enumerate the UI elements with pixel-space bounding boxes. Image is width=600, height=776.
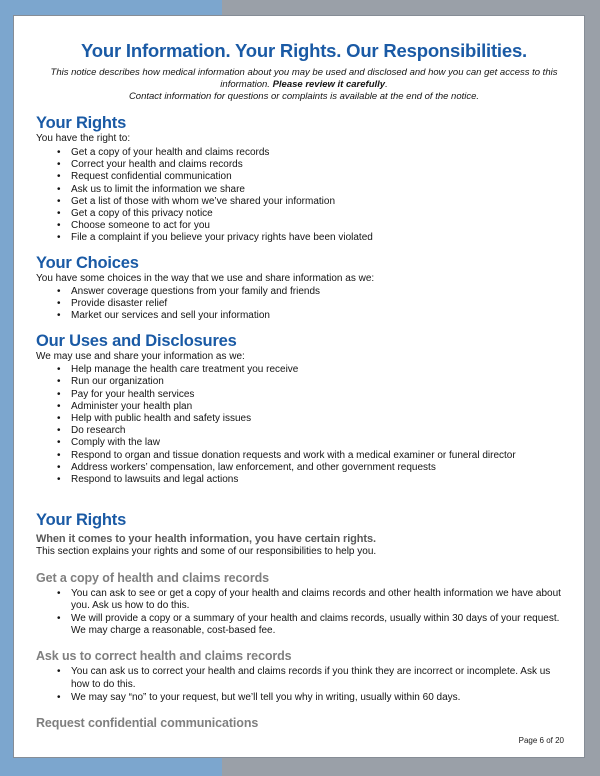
bullet-item: • Market our services and sell your information bbox=[36, 310, 572, 322]
bullet-item: • Help manage the health care treatment you receive bbox=[36, 364, 572, 376]
intro-line2-bold: Please review it carefully bbox=[272, 78, 386, 90]
page-number: Page 6 of 20 bbox=[518, 736, 564, 745]
bullet-item: • We may say “no” to your request, but we’ll tell you why in writing, usually within 60 days. bbox=[36, 692, 572, 704]
section-lead: We may use and share your information as we: bbox=[36, 350, 245, 362]
intro-line2-post: . bbox=[385, 78, 388, 90]
bullet-item: • Help with public health and safety issues bbox=[36, 413, 572, 425]
bullet-list bbox=[36, 666, 572, 704]
bullet-item: • Get a list of those with whom we’ve shared your information bbox=[36, 196, 572, 208]
section-heading: Your Choices bbox=[36, 253, 139, 272]
intro-line1: This notice describes how medical information about you may be used and disclosed and how you can get access to this bbox=[50, 67, 558, 78]
bullet-list bbox=[36, 147, 572, 245]
bullet-list bbox=[36, 364, 572, 486]
bullet-item: • Respond to organ and tissue donation requests and work with a medical examiner or funeral director bbox=[36, 450, 572, 462]
subsection-title: Ask us to correct health and claims records bbox=[36, 649, 292, 664]
bullet-item: • Get a copy of this privacy notice bbox=[36, 208, 572, 220]
bullet-item: • Correct your health and claims records bbox=[36, 159, 572, 171]
subsection-title: Get a copy of health and claims records bbox=[36, 570, 269, 585]
bullet-item: • File a complaint if you believe your privacy rights have been violated bbox=[36, 232, 572, 244]
bullet-item: • Run our organization bbox=[36, 376, 572, 388]
bullet-item: • Request confidential communication bbox=[36, 171, 572, 183]
bullet-item: • Do research bbox=[36, 425, 572, 437]
section-lead: You have the right to: bbox=[36, 133, 131, 145]
section-heading: Your Rights bbox=[36, 511, 127, 530]
section-lead: This section explains your rights and some of our responsibilities to help you. bbox=[36, 546, 377, 558]
section-heading: Your Rights bbox=[36, 114, 127, 133]
bullet-item: • You can ask us to correct your health and claims records if you think they are incorrect or incomplete. Ask us how to do this. bbox=[36, 666, 572, 690]
bullet-item: • Choose someone to act for you bbox=[36, 220, 572, 232]
bullet-item: • Ask us to limit the information we share bbox=[36, 184, 572, 196]
bullet-item: • Comply with the law bbox=[36, 437, 572, 449]
bullet-item: • You can ask to see or get a copy of your health and claims records and other health information we have about you. Ask us how to do this. bbox=[36, 588, 572, 612]
intro-line3: Contact information for questions or complaints is available at the end of the notice. bbox=[128, 90, 480, 102]
summary-sections bbox=[36, 113, 572, 486]
bullet-list bbox=[36, 286, 572, 323]
section-lead: You have some choices in the way that we use and share information as we: bbox=[36, 272, 375, 284]
bullet-list bbox=[36, 588, 572, 638]
bullet-item: • Administer your health plan bbox=[36, 401, 572, 413]
section-heading: Our Uses and Disclosures bbox=[36, 331, 237, 350]
bullet-item: • Get a copy of your health and claims records bbox=[36, 147, 572, 159]
bullet-item: • We will provide a copy or a summary of your health and claims records, usually within 30 days of your request. We may charge a reasonable, cost-based fee. bbox=[36, 613, 572, 637]
bullet-item: • Address workers’ compensation, law enforcement, and other government requests bbox=[36, 462, 572, 474]
detail-section bbox=[36, 510, 572, 731]
document-title: Your Information. Your Rights. Our Responsibilities. bbox=[81, 40, 527, 61]
bullet-item: • Respond to lawsuits and legal actions bbox=[36, 474, 572, 486]
document-intro bbox=[36, 67, 572, 102]
subsection-title: Request confidential communications bbox=[36, 716, 259, 731]
document-page bbox=[13, 15, 585, 758]
bullet-item: • Provide disaster relief bbox=[36, 298, 572, 310]
intro-line2-pre: information. bbox=[220, 78, 273, 90]
bullet-item: • Answer coverage questions from your family and friends bbox=[36, 286, 572, 298]
section-subtitle: When it comes to your health information, you have certain rights. bbox=[36, 533, 376, 546]
bullet-item: • Pay for your health services bbox=[36, 389, 572, 401]
